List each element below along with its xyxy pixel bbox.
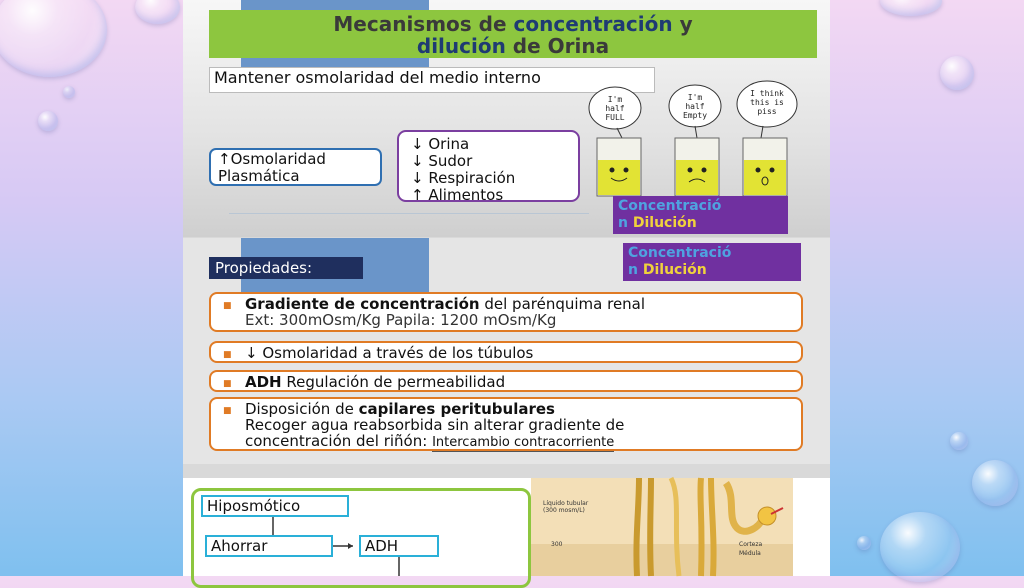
- property-bold: Gradiente de concentración: [245, 295, 480, 313]
- list-item: [411, 153, 566, 170]
- property-text: Disposición de: [245, 400, 359, 418]
- property-bold: capilares peritubulares: [358, 400, 555, 418]
- dilucion-text: Dilución: [642, 262, 707, 278]
- bullet-icon: ■: [223, 350, 232, 360]
- kidney-label: Médula: [739, 550, 761, 557]
- bubble-decoration: [0, 0, 107, 77]
- propiedades-label: Propiedades:: [209, 257, 363, 279]
- bubble-decoration: [880, 0, 942, 16]
- divider: [229, 213, 589, 214]
- bubble-text: half: [605, 104, 625, 113]
- title-text: dilución: [416, 34, 506, 58]
- bullet-icon: ■: [223, 379, 232, 389]
- kidney-label: Corteza: [739, 541, 763, 548]
- list-item-label: Sudor: [428, 152, 473, 170]
- title-text: de Orina: [505, 34, 610, 58]
- bullet-icon: ■: [223, 301, 232, 311]
- bubble-text: piss: [757, 107, 777, 116]
- title-text: y: [672, 12, 693, 36]
- blue-strip: [241, 0, 429, 10]
- kidney-label: (300 mosm/L): [543, 507, 585, 514]
- dilucion-n: n: [618, 215, 628, 231]
- list-item: [411, 170, 566, 187]
- bubble-decoration: [880, 512, 960, 582]
- bubble-decoration: [857, 536, 871, 550]
- arrow-down-icon: ↓: [411, 135, 424, 153]
- concentracion-dilucion-label: [613, 196, 788, 234]
- ahorrar-box: Ahorrar: [205, 535, 333, 557]
- flow-arrows: [183, 478, 483, 576]
- osmolaridad-text: Osmolaridad Plasmática: [218, 150, 326, 185]
- arrow-down-icon: ↓: [411, 152, 424, 170]
- dilucion-n: n: [628, 262, 638, 278]
- concentracion-text: Concentració: [628, 245, 732, 261]
- bubble-decoration: [940, 56, 974, 90]
- title-text: concentración: [513, 12, 673, 36]
- bubble-text: I'm: [607, 95, 623, 104]
- kidney-label: 300: [551, 541, 563, 548]
- arrow-up-icon: ↑: [411, 186, 424, 204]
- property-item: [209, 341, 803, 363]
- bubble-text: Empty: [682, 111, 708, 120]
- property-item: [209, 397, 803, 451]
- bubble-decoration: [63, 86, 75, 98]
- bubble-text: this is: [750, 98, 784, 107]
- slide-title: [209, 10, 817, 58]
- bubble-text: half: [685, 102, 705, 111]
- hiposmotico-box: Hiposmótico: [201, 495, 349, 517]
- subtitle-box: Mantener osmolaridad del medio interno: [209, 67, 655, 93]
- property-text: Regulación de permeabilidad: [281, 373, 506, 391]
- property-text: Recoger agua reabsorbida sin alterar gradiente de: [245, 416, 625, 434]
- list-item-label: Respiración: [428, 169, 516, 187]
- bubble-decoration: [38, 111, 58, 131]
- bubble-decoration: [972, 460, 1018, 506]
- list-item-label: Orina: [428, 135, 470, 153]
- arrow-down-icon: ↓: [411, 169, 424, 187]
- bullet-icon: ■: [223, 406, 232, 416]
- list-item: [411, 136, 566, 153]
- property-bold: ADH: [245, 373, 282, 391]
- osmolaridad-box: [209, 148, 382, 186]
- list-item-label: Alimentos: [428, 186, 504, 204]
- urine-glasses-cartoon: [583, 80, 813, 202]
- bubble-text: I'm: [687, 93, 703, 102]
- property-item: [209, 370, 803, 392]
- title-text: Mecanismos de: [333, 12, 514, 36]
- effects-list: [397, 130, 580, 202]
- property-text: ↓ Osmolaridad a través de los túbulos: [245, 344, 534, 362]
- adh-box: ADH: [359, 535, 439, 557]
- slide-image: [183, 0, 830, 576]
- bubble-text: FULL: [605, 113, 625, 122]
- property-text: del parénquima renal: [479, 295, 646, 313]
- arrow-up-icon: ↑: [218, 150, 231, 168]
- property-underline-text: Intercambio contracorriente: [432, 435, 615, 450]
- property-item: [209, 292, 803, 332]
- concentracion-dilucion-label: [623, 243, 801, 281]
- property-clipped-text: Ext: 300mOsm/Kg Papila: 1200 mOsm/Kg: [245, 311, 557, 329]
- dilucion-text: Dilución: [632, 215, 697, 231]
- nephron-icon: [531, 478, 793, 576]
- glass-icon: [597, 138, 787, 196]
- list-item: [411, 187, 566, 204]
- bubble-decoration: [135, 0, 180, 24]
- kidney-label: Líquido tubular: [543, 500, 589, 507]
- blue-strip: [241, 58, 429, 67]
- kidney-diagram: [531, 478, 793, 576]
- bubble-text: I think: [750, 89, 784, 98]
- bubble-decoration: [950, 432, 968, 450]
- concentracion-text: Concentració: [618, 198, 722, 214]
- property-text: concentración del riñón:: [245, 432, 433, 450]
